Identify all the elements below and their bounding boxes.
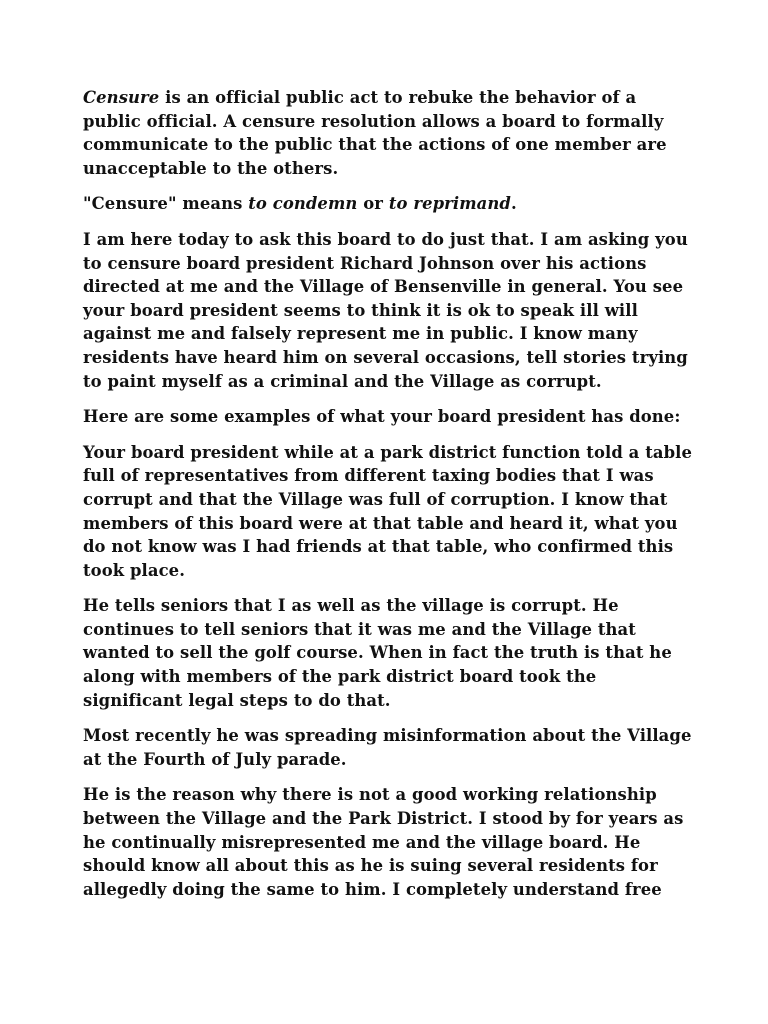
- paragraph-example-parade: Most recently he was spreading misinformation about the Village at the Fourth of July parade.: [83, 726, 692, 769]
- paragraph-working-relationship: He is the reason why there is not a good working relationship between the Village and the Park District. I stood by for years as he continually misrepresented me and the village board. He should know all about this as he is suing several residents for allegedly doing the same to him. I completely understand free: [83, 785, 684, 899]
- document-body: [83, 86, 693, 913]
- paragraph-request: I am here today to ask this board to do just that. I am asking you to censure board president Richard Johnson over his actions directed at me and the Village of Bensenville in general. You see your board president seems to think it is ok to speak ill will against me and falsely represent me in public. I know many residents have heard him on several occasions, tell stories trying to paint myself as a criminal and the Village as corrupt.: [83, 229, 688, 391]
- paragraph-example-park-function: Your board president while at a park district function told a table full of representatives from different taxing bodies that I was corrupt and that the Village was full of corruption. I know that members of this board were at that table and heard it, what you do not know was I had friends at that table, who confirmed this took place.: [83, 442, 693, 580]
- paragraph-text: is an official public act to rebuke the behavior of a public official. A censure resolution allows a board to formally communicate to the public that the actions of one member are unacceptable to the others.: [83, 88, 667, 178]
- paragraph-examples-intro: Here are some examples of what your board president has done:: [83, 407, 681, 427]
- phrase-to-condemn: to condemn: [248, 194, 358, 214]
- term-censure: Censure: [83, 88, 160, 107]
- paragraph-text: .: [510, 194, 517, 214]
- paragraph-censure-meaning: [83, 192, 693, 216]
- paragraph-censure-definition: [83, 86, 693, 180]
- paragraph-example-seniors: He tells seniors that I as well as the village is corrupt. He continues to tell seniors that it was me and the Village that wanted to sell the golf course. When in fact the truth is that he along with members of the park district board took the significant legal steps to do that.: [83, 596, 672, 710]
- paragraph-text: or: [357, 194, 389, 214]
- phrase-to-reprimand: to reprimand: [388, 194, 511, 214]
- paragraph-text: "Censure" means: [83, 194, 249, 214]
